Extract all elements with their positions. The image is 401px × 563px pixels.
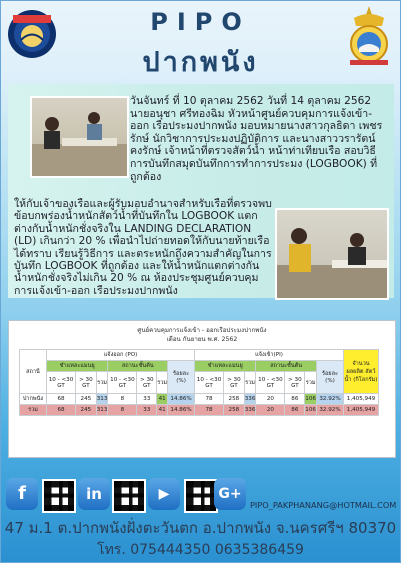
col-header: รวม <box>244 372 256 394</box>
table-cell: 1,405,949 <box>344 394 379 405</box>
table-cell: ปากพนัง <box>20 394 47 405</box>
subgroup-a: ชำแหละแมนยู <box>47 361 108 372</box>
table-cell: 1,405,949 <box>344 405 379 416</box>
table-cell: 14.86% <box>168 394 195 405</box>
report-grid <box>19 349 379 416</box>
qr-code-icon[interactable] <box>184 479 218 513</box>
col-header: รวม <box>96 372 108 394</box>
col-header: 10 - <30 GT <box>256 372 285 394</box>
table-cell: 8 <box>108 394 137 405</box>
meeting-photo-2 <box>275 208 389 300</box>
col-header: 10 - <30 GT <box>195 372 224 394</box>
footer-address: 47 ม.1 ต.ปากพนังฝั่งตะวันตก อ.ปากพนัง จ.นครศรีฯ 80370 <box>4 519 397 537</box>
col-header: > 30 GT <box>224 372 245 394</box>
col-header: > 30 GT <box>285 372 305 394</box>
title-thai: ปากพนัง <box>142 47 259 78</box>
table-cell: 32.92% <box>316 405 343 416</box>
col-header: 10 - <30 GT <box>108 372 137 394</box>
table-cell: 14.86% <box>168 405 195 416</box>
col-ratio-po: ร้อยละ (%) <box>168 361 195 394</box>
table-cell: 86 <box>285 405 305 416</box>
title-english: PIPO <box>150 8 251 36</box>
qr-code-icon[interactable] <box>112 479 146 513</box>
photo-people-icon <box>32 98 127 176</box>
group-pi-header: แจ้งเข้า(PI) <box>195 350 344 361</box>
col-header: รวม <box>157 372 168 394</box>
report-subtitle: เดือน กันยายน พ.ศ. 2562 <box>166 336 238 343</box>
linkedin-icon[interactable]: in <box>78 478 110 510</box>
table-cell: 258 <box>224 394 245 405</box>
table-cell: 33 <box>137 394 157 405</box>
subgroup-b: สถานะชั้นต้น <box>256 361 317 372</box>
table-cell: 336 <box>244 394 256 405</box>
paragraph-2: ให้กับเจ้าของเรือและผู้รับมอบอำนาจสำหรับเรือที่ตรวจพบข้อบกพร่องน้ำหนักสัตว์น้ำที่บันทึกใน LOGBOOK แตกต่างกับน้ำหนักชั่งจริงใน LANDING DECLARATION (LD) เกินกว่า 20 % เพื่อนำไปถ่ายทอดให้กับนายท้ายเรือได้ทราบ เรียนรู้วิธีการ และตระหนักถึงความสำคัญในการบันทึก LOGBOOK ที่ถูกต้อง และให้น้ำหนักแตกต่างกันน้ำหนักชั่งจริงไม่เกิน 20 % ณ ห้องประชุมศูนย์ควบคุมการแจ้งเข้า-ออก เรือประมงปากพนัง <box>14 198 272 297</box>
table-cell: 86 <box>285 394 305 405</box>
contact-email[interactable]: PIPO_PAKPHANANG@HOTMAIL.COM <box>250 500 397 510</box>
col-header: > 30 GT <box>76 372 97 394</box>
table-cell: 106 <box>305 394 317 405</box>
col-header: > 30 GT <box>137 372 157 394</box>
table-cell: 20 <box>256 394 285 405</box>
google-plus-icon[interactable]: G+ <box>214 478 246 510</box>
col-header: รวม <box>305 372 317 394</box>
table-cell: รวม <box>20 405 47 416</box>
table-cell: 41 <box>157 394 168 405</box>
photo-people-icon <box>277 210 387 298</box>
table-cell: 68 <box>47 405 76 416</box>
table-cell: 336 <box>244 405 256 416</box>
facebook-icon[interactable]: f <box>6 478 38 510</box>
qr-code-icon[interactable] <box>42 479 76 513</box>
table-cell: 258 <box>224 405 245 416</box>
youtube-icon[interactable]: ▶ <box>148 478 180 510</box>
table-cell: 20 <box>256 405 285 416</box>
table-cell: 41 <box>157 405 168 416</box>
col-station: สถานี <box>20 350 47 394</box>
report-title: ศูนย์ควบคุมการแจ้งเข้า - ออกเรือประมงปากพนัง <box>137 327 267 334</box>
table-cell: 245 <box>76 405 97 416</box>
table-row <box>20 394 379 405</box>
table-cell: 245 <box>76 394 97 405</box>
paragraph-1: วันจันทร์ ที่ 10 ตุลาคม 2562 วันที่ 14 ตุลาคม 2562 นายอนุชา ศรีทองฉิม หัวหน้าศูนย์ควบคุมการแจ้งเข้า-ออก เรือประมงปากพนัง มอบหมายนางสาวกุลธิดา เพชรรักษ์ นักวิชาการประมงปฏิบัติการ และนางสาววรารัตน์ คงรักษ์ เจ้าหน้าที่ตรวจสัตว์น้ำ หน้าท่าเทียบเรือ สอบวิธีการบันทึกสมุดบันทึกการทำการประมง (LOGBOOK) ที่ถูกต้อง <box>130 95 383 183</box>
table-cell: 313 <box>96 405 108 416</box>
table-cell: 33 <box>137 405 157 416</box>
table-cell: 78 <box>195 405 224 416</box>
col-ratio-pi: ร้อยละ (%) <box>316 361 343 394</box>
table-row-total <box>20 405 379 416</box>
col-weight: จำนวนผลผลิต สัตว์น้ำ (กิโลกรัม) <box>344 350 379 394</box>
meeting-photo-1 <box>30 96 129 178</box>
footer-phone: โทร. 075444350 0635386459 <box>97 542 304 558</box>
table-cell: 78 <box>195 394 224 405</box>
table-cell: 313 <box>96 394 108 405</box>
group-po-header: แจ้งออก (PO) <box>47 350 195 361</box>
monthly-report-table <box>8 320 396 458</box>
table-cell: 68 <box>47 394 76 405</box>
table-cell: 8 <box>108 405 137 416</box>
subgroup-a: ชำแหละแมนยู <box>195 361 256 372</box>
col-header: 10 - <30 GT <box>47 372 76 394</box>
table-cell: 106 <box>305 405 317 416</box>
subgroup-b: สถานะชั้นต้น <box>108 361 168 372</box>
table-cell: 32.92% <box>316 394 343 405</box>
